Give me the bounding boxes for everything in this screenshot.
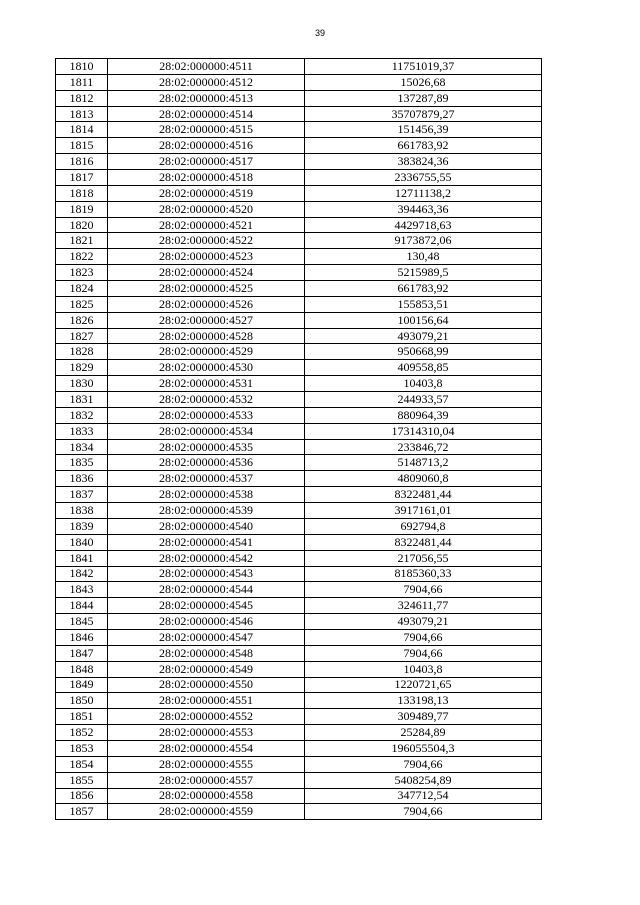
table-row <box>56 756 542 772</box>
row-number-cell: 1850 <box>56 693 108 709</box>
value-cell: 394463,36 <box>305 201 542 217</box>
cadastral-number-cell: 28:02:000000:4523 <box>108 249 305 265</box>
row-number-cell: 1839 <box>56 518 108 534</box>
table-row <box>56 455 542 471</box>
value-cell: 493079,21 <box>305 328 542 344</box>
cadastral-number-cell: 28:02:000000:4534 <box>108 423 305 439</box>
value-cell: 3917161,01 <box>305 503 542 519</box>
cadastral-number-cell: 28:02:000000:4543 <box>108 566 305 582</box>
value-cell: 5408254,89 <box>305 772 542 788</box>
value-cell: 5215989,5 <box>305 265 542 281</box>
row-number-cell: 1848 <box>56 661 108 677</box>
row-number-cell: 1846 <box>56 629 108 645</box>
table-row <box>56 534 542 550</box>
table-row <box>56 217 542 233</box>
value-cell: 10403,8 <box>305 376 542 392</box>
value-cell: 155853,51 <box>305 296 542 312</box>
table-row <box>56 661 542 677</box>
cadastral-number-cell: 28:02:000000:4521 <box>108 217 305 233</box>
cadastral-number-cell: 28:02:000000:4520 <box>108 201 305 217</box>
value-cell: 244933,57 <box>305 392 542 408</box>
table-body <box>56 59 542 820</box>
table-row <box>56 185 542 201</box>
cadastral-number-cell: 28:02:000000:4522 <box>108 233 305 249</box>
value-cell: 7904,66 <box>305 582 542 598</box>
row-number-cell: 1819 <box>56 201 108 217</box>
value-cell: 17314310,04 <box>305 423 542 439</box>
row-number-cell: 1818 <box>56 185 108 201</box>
table-row <box>56 249 542 265</box>
table-row <box>56 328 542 344</box>
value-cell: 383824,36 <box>305 154 542 170</box>
cadastral-number-cell: 28:02:000000:4558 <box>108 788 305 804</box>
table-row <box>56 344 542 360</box>
cadastral-number-cell: 28:02:000000:4536 <box>108 455 305 471</box>
row-number-cell: 1853 <box>56 740 108 756</box>
value-cell: 4809060,8 <box>305 471 542 487</box>
value-cell: 217056,55 <box>305 550 542 566</box>
cadastral-number-cell: 28:02:000000:4511 <box>108 59 305 75</box>
cadastral-number-cell: 28:02:000000:4535 <box>108 439 305 455</box>
table-row <box>56 550 542 566</box>
cadastral-number-cell: 28:02:000000:4559 <box>108 804 305 820</box>
row-number-cell: 1837 <box>56 487 108 503</box>
value-cell: 5148713,2 <box>305 455 542 471</box>
row-number-cell: 1849 <box>56 677 108 693</box>
table-row <box>56 693 542 709</box>
row-number-cell: 1847 <box>56 645 108 661</box>
value-cell: 4429718,63 <box>305 217 542 233</box>
cadastral-number-cell: 28:02:000000:4548 <box>108 645 305 661</box>
table-row <box>56 376 542 392</box>
value-cell: 309489,77 <box>305 709 542 725</box>
value-cell: 2336755,55 <box>305 170 542 186</box>
row-number-cell: 1842 <box>56 566 108 582</box>
cadastral-number-cell: 28:02:000000:4515 <box>108 122 305 138</box>
cadastral-number-cell: 28:02:000000:4531 <box>108 376 305 392</box>
table-row <box>56 74 542 90</box>
row-number-cell: 1822 <box>56 249 108 265</box>
value-cell: 7904,66 <box>305 629 542 645</box>
table-row <box>56 487 542 503</box>
cadastral-number-cell: 28:02:000000:4542 <box>108 550 305 566</box>
cadastral-number-cell: 28:02:000000:4546 <box>108 614 305 630</box>
row-number-cell: 1833 <box>56 423 108 439</box>
value-cell: 347712,54 <box>305 788 542 804</box>
value-cell: 12711138,2 <box>305 185 542 201</box>
cadastral-number-cell: 28:02:000000:4527 <box>108 312 305 328</box>
value-cell: 661783,92 <box>305 281 542 297</box>
cadastral-number-cell: 28:02:000000:4547 <box>108 629 305 645</box>
table-row <box>56 407 542 423</box>
table-row <box>56 154 542 170</box>
table-row <box>56 566 542 582</box>
value-cell: 137287,89 <box>305 90 542 106</box>
cadastral-number-cell: 28:02:000000:4525 <box>108 281 305 297</box>
cadastral-number-cell: 28:02:000000:4551 <box>108 693 305 709</box>
table-row <box>56 582 542 598</box>
cadastral-number-cell: 28:02:000000:4544 <box>108 582 305 598</box>
table-row <box>56 614 542 630</box>
row-number-cell: 1831 <box>56 392 108 408</box>
value-cell: 11751019,37 <box>305 59 542 75</box>
table-row <box>56 201 542 217</box>
cadastral-number-cell: 28:02:000000:4529 <box>108 344 305 360</box>
table-row <box>56 360 542 376</box>
table-row <box>56 439 542 455</box>
row-number-cell: 1828 <box>56 344 108 360</box>
table-row <box>56 471 542 487</box>
row-number-cell: 1813 <box>56 106 108 122</box>
cadastral-number-cell: 28:02:000000:4545 <box>108 598 305 614</box>
table-row <box>56 804 542 820</box>
table-row <box>56 281 542 297</box>
table-row <box>56 518 542 534</box>
cadastral-number-cell: 28:02:000000:4540 <box>108 518 305 534</box>
table-row <box>56 772 542 788</box>
cadastral-number-cell: 28:02:000000:4528 <box>108 328 305 344</box>
row-number-cell: 1836 <box>56 471 108 487</box>
value-cell: 15026,68 <box>305 74 542 90</box>
row-number-cell: 1811 <box>56 74 108 90</box>
table-row <box>56 503 542 519</box>
table-row <box>56 312 542 328</box>
cadastral-number-cell: 28:02:000000:4512 <box>108 74 305 90</box>
row-number-cell: 1838 <box>56 503 108 519</box>
row-number-cell: 1824 <box>56 281 108 297</box>
cadastral-number-cell: 28:02:000000:4526 <box>108 296 305 312</box>
value-cell: 7904,66 <box>305 804 542 820</box>
table-row <box>56 725 542 741</box>
value-cell: 133198,13 <box>305 693 542 709</box>
cadastral-number-cell: 28:02:000000:4552 <box>108 709 305 725</box>
row-number-cell: 1814 <box>56 122 108 138</box>
row-number-cell: 1852 <box>56 725 108 741</box>
table-row <box>56 598 542 614</box>
cadastral-number-cell: 28:02:000000:4555 <box>108 756 305 772</box>
row-number-cell: 1844 <box>56 598 108 614</box>
row-number-cell: 1830 <box>56 376 108 392</box>
page-number: 39 <box>314 28 325 38</box>
cadastral-number-cell: 28:02:000000:4549 <box>108 661 305 677</box>
value-cell: 9173872,06 <box>305 233 542 249</box>
cadastral-number-cell: 28:02:000000:4557 <box>108 772 305 788</box>
cadastral-number-cell: 28:02:000000:4516 <box>108 138 305 154</box>
value-cell: 7904,66 <box>305 756 542 772</box>
row-number-cell: 1845 <box>56 614 108 630</box>
value-cell: 661783,92 <box>305 138 542 154</box>
row-number-cell: 1857 <box>56 804 108 820</box>
row-number-cell: 1841 <box>56 550 108 566</box>
cadastral-number-cell: 28:02:000000:4530 <box>108 360 305 376</box>
row-number-cell: 1829 <box>56 360 108 376</box>
table-row <box>56 59 542 75</box>
cadastral-number-cell: 28:02:000000:4524 <box>108 265 305 281</box>
cadastral-number-cell: 28:02:000000:4513 <box>108 90 305 106</box>
cadastral-number-cell: 28:02:000000:4541 <box>108 534 305 550</box>
value-cell: 151456,39 <box>305 122 542 138</box>
row-number-cell: 1826 <box>56 312 108 328</box>
value-cell: 8322481,44 <box>305 534 542 550</box>
table-row <box>56 170 542 186</box>
table-row <box>56 296 542 312</box>
table-row <box>56 677 542 693</box>
table-row <box>56 645 542 661</box>
row-number-cell: 1810 <box>56 59 108 75</box>
value-cell: 233846,72 <box>305 439 542 455</box>
table-row <box>56 423 542 439</box>
cadastral-number-cell: 28:02:000000:4539 <box>108 503 305 519</box>
value-cell: 7904,66 <box>305 645 542 661</box>
table-row <box>56 265 542 281</box>
cadastral-number-cell: 28:02:000000:4518 <box>108 170 305 186</box>
value-cell: 25284,89 <box>305 725 542 741</box>
table-row <box>56 138 542 154</box>
data-table <box>55 58 542 820</box>
value-cell: 100156,64 <box>305 312 542 328</box>
table-row <box>56 90 542 106</box>
cadastral-number-cell: 28:02:000000:4532 <box>108 392 305 408</box>
cadastral-number-cell: 28:02:000000:4538 <box>108 487 305 503</box>
value-cell: 493079,21 <box>305 614 542 630</box>
table-row <box>56 106 542 122</box>
row-number-cell: 1834 <box>56 439 108 455</box>
value-cell: 880964,39 <box>305 407 542 423</box>
row-number-cell: 1840 <box>56 534 108 550</box>
row-number-cell: 1815 <box>56 138 108 154</box>
row-number-cell: 1821 <box>56 233 108 249</box>
row-number-cell: 1835 <box>56 455 108 471</box>
table-row <box>56 709 542 725</box>
cadastral-number-cell: 28:02:000000:4519 <box>108 185 305 201</box>
value-cell: 692794,8 <box>305 518 542 534</box>
row-number-cell: 1816 <box>56 154 108 170</box>
row-number-cell: 1851 <box>56 709 108 725</box>
row-number-cell: 1823 <box>56 265 108 281</box>
value-cell: 10403,8 <box>305 661 542 677</box>
row-number-cell: 1812 <box>56 90 108 106</box>
value-cell: 8185360,33 <box>305 566 542 582</box>
cadastral-number-cell: 28:02:000000:4517 <box>108 154 305 170</box>
value-cell: 324611,77 <box>305 598 542 614</box>
cadastral-number-cell: 28:02:000000:4537 <box>108 471 305 487</box>
value-cell: 35707879,27 <box>305 106 542 122</box>
cadastral-number-cell: 28:02:000000:4514 <box>108 106 305 122</box>
row-number-cell: 1820 <box>56 217 108 233</box>
row-number-cell: 1817 <box>56 170 108 186</box>
row-number-cell: 1827 <box>56 328 108 344</box>
value-cell: 1220721,65 <box>305 677 542 693</box>
cadastral-number-cell: 28:02:000000:4533 <box>108 407 305 423</box>
value-cell: 950668,99 <box>305 344 542 360</box>
row-number-cell: 1832 <box>56 407 108 423</box>
table-row <box>56 629 542 645</box>
value-cell: 196055504,3 <box>305 740 542 756</box>
row-number-cell: 1854 <box>56 756 108 772</box>
cadastral-number-cell: 28:02:000000:4554 <box>108 740 305 756</box>
value-cell: 130,48 <box>305 249 542 265</box>
value-cell: 409558,85 <box>305 360 542 376</box>
table-row <box>56 740 542 756</box>
row-number-cell: 1825 <box>56 296 108 312</box>
row-number-cell: 1856 <box>56 788 108 804</box>
cadastral-number-cell: 28:02:000000:4550 <box>108 677 305 693</box>
table-row <box>56 392 542 408</box>
table-row <box>56 122 542 138</box>
table-row <box>56 788 542 804</box>
row-number-cell: 1843 <box>56 582 108 598</box>
cadastral-number-cell: 28:02:000000:4553 <box>108 725 305 741</box>
table-row <box>56 233 542 249</box>
value-cell: 8322481,44 <box>305 487 542 503</box>
row-number-cell: 1855 <box>56 772 108 788</box>
